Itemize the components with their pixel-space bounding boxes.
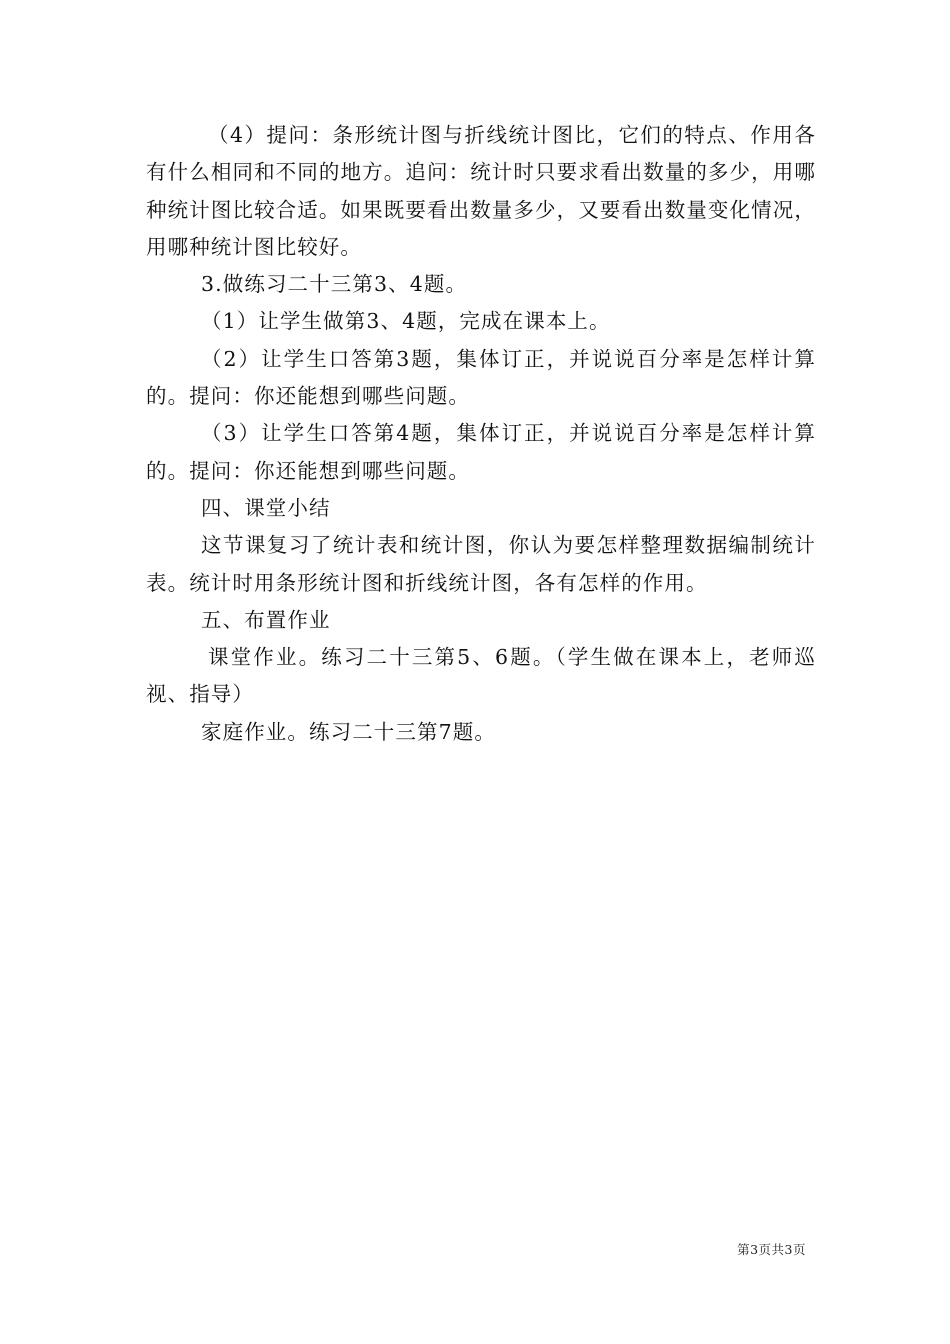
section-heading-summary: 四、课堂小结 bbox=[201, 495, 331, 520]
paragraph-home-homework: 家庭作业。练习二十三第7题。 bbox=[201, 719, 496, 744]
document-body bbox=[146, 117, 816, 751]
page-number-footer: 第3页共3页 bbox=[737, 1242, 806, 1257]
paragraph-exercise-heading: 3.做练习二十三第3、4题。 bbox=[201, 272, 468, 297]
section-heading-homework: 五、布置作业 bbox=[201, 607, 331, 632]
paragraph-question-4: （4）提问：条形统计图与折线统计图比，它们的特点、作用各有什么相同和不同的地方。追问：统计时只要求看出数量的多少，用哪种统计图比较合适。如果既要看出数量多少，又要看出数量变化情况，用哪种统计图比较好。 bbox=[146, 123, 816, 259]
paragraph-step-1: （1）让学生做第3、4题，完成在课本上。 bbox=[201, 309, 611, 334]
paragraph-step-2: （2）让学生口答第3题，集体订正，并说说百分率是怎样计算的。提问：你还能想到哪些问题。 bbox=[146, 346, 816, 409]
paragraph-summary: 这节课复习了统计表和统计图，你认为要怎样整理数据编制统计表。统计时用条形统计图和折线统计图，各有怎样的作用。 bbox=[146, 533, 816, 595]
paragraph-step-3: （3）让学生口答第4题，集体订正，并说说百分率是怎样计算的。提问：你还能想到哪些问题。 bbox=[146, 421, 816, 483]
paragraph-class-homework: 课堂作业。练习二十三第5、6题。（学生做在课本上，老师巡视、指导） bbox=[146, 645, 816, 707]
